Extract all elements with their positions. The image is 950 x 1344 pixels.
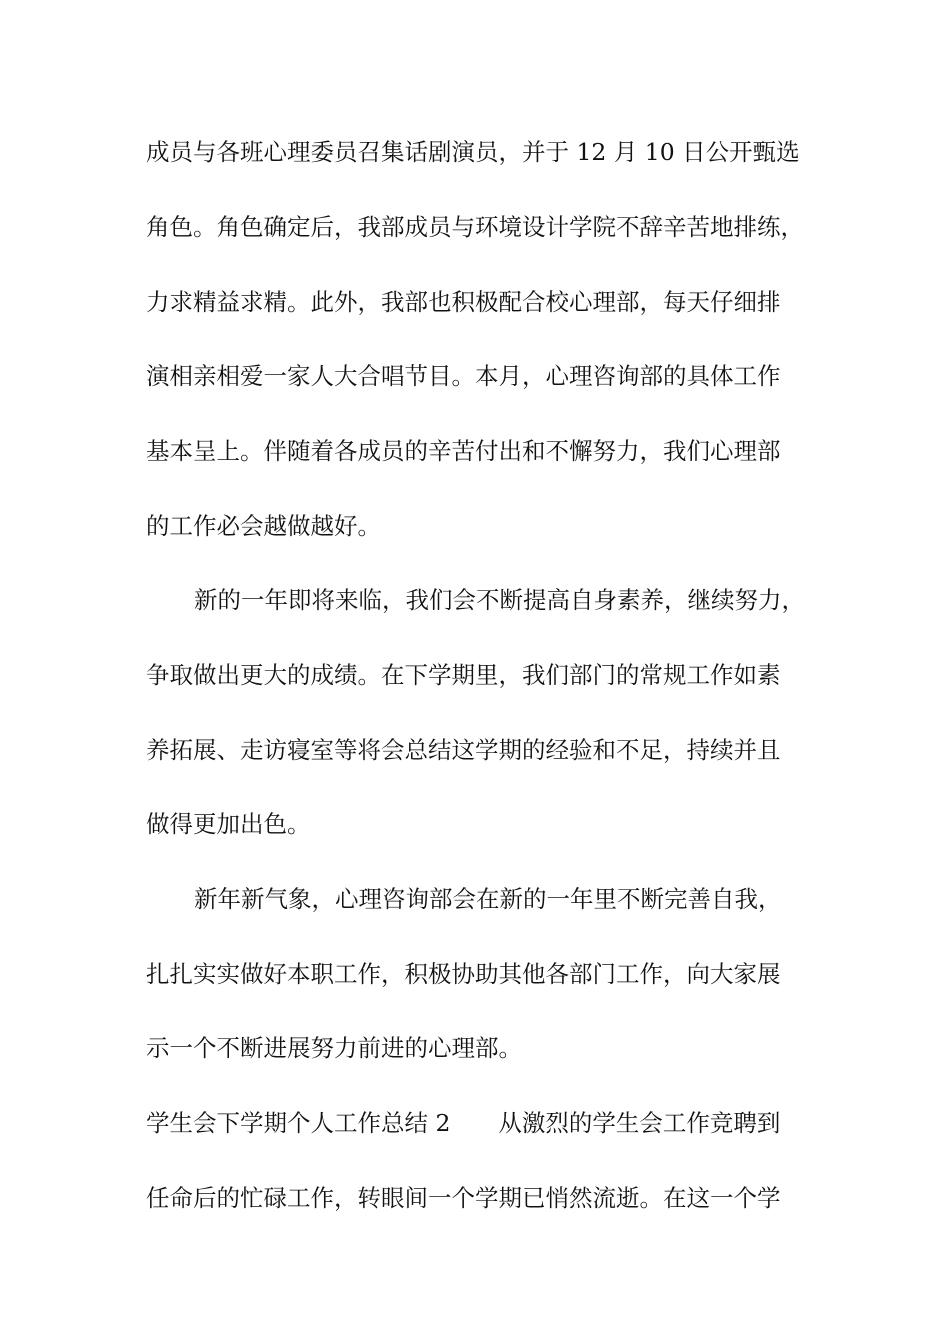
paragraph-line: 争取做出更大的成绩。在下学期里，我们部门的常规工作如素 (146, 661, 781, 689)
paragraph-line: 力求精益求精。此外，我部也积极配合校心理部，每天仔细排 (146, 288, 781, 316)
paragraph-line: 示一个不断进展努力前进的心理部。 (146, 1034, 522, 1062)
paragraph-line: 养拓展、走访寝室等将会总结这学期的经验和不足，持续并且 (146, 736, 781, 764)
section-heading-line (146, 1107, 826, 1139)
paragraph-line: 的工作必会越做越好。 (146, 512, 381, 540)
section-continuation: 从激烈的学生会工作竞聘到 (498, 1109, 781, 1137)
paragraph-line: 做得更加出色。 (146, 810, 311, 838)
section-heading: 学生会下学期个人工作总结 2 (146, 1109, 451, 1137)
paragraph-line: 任命后的忙碌工作，转眼间一个学期已悄然流逝。在这一个学 (146, 1184, 781, 1212)
paragraph-line: 角色。角色确定后，我部成员与环境设计学院不辞辛苦地排练， (146, 213, 804, 241)
paragraph-line: 基本呈上。伴随着各成员的辛苦付出和不懈努力，我们心理部 (146, 437, 781, 465)
paragraph-line: 新的一年即将来临，我们会不断提高自身素养，继续努力， (194, 586, 805, 614)
paragraph-line: 成员与各班心理委员召集话剧演员，并于 12 月 10 日公开甄选 (146, 138, 800, 166)
paragraph-line: 扎扎实实做好本职工作，积极协助其他各部门工作，向大家展 (146, 960, 781, 988)
paragraph-line: 新年新气象，心理咨询部会在新的一年里不断完善自我， (194, 885, 782, 913)
paragraph-line: 演相亲相爱一家人大合唱节目。本月，心理咨询部的具体工作 (146, 362, 781, 390)
